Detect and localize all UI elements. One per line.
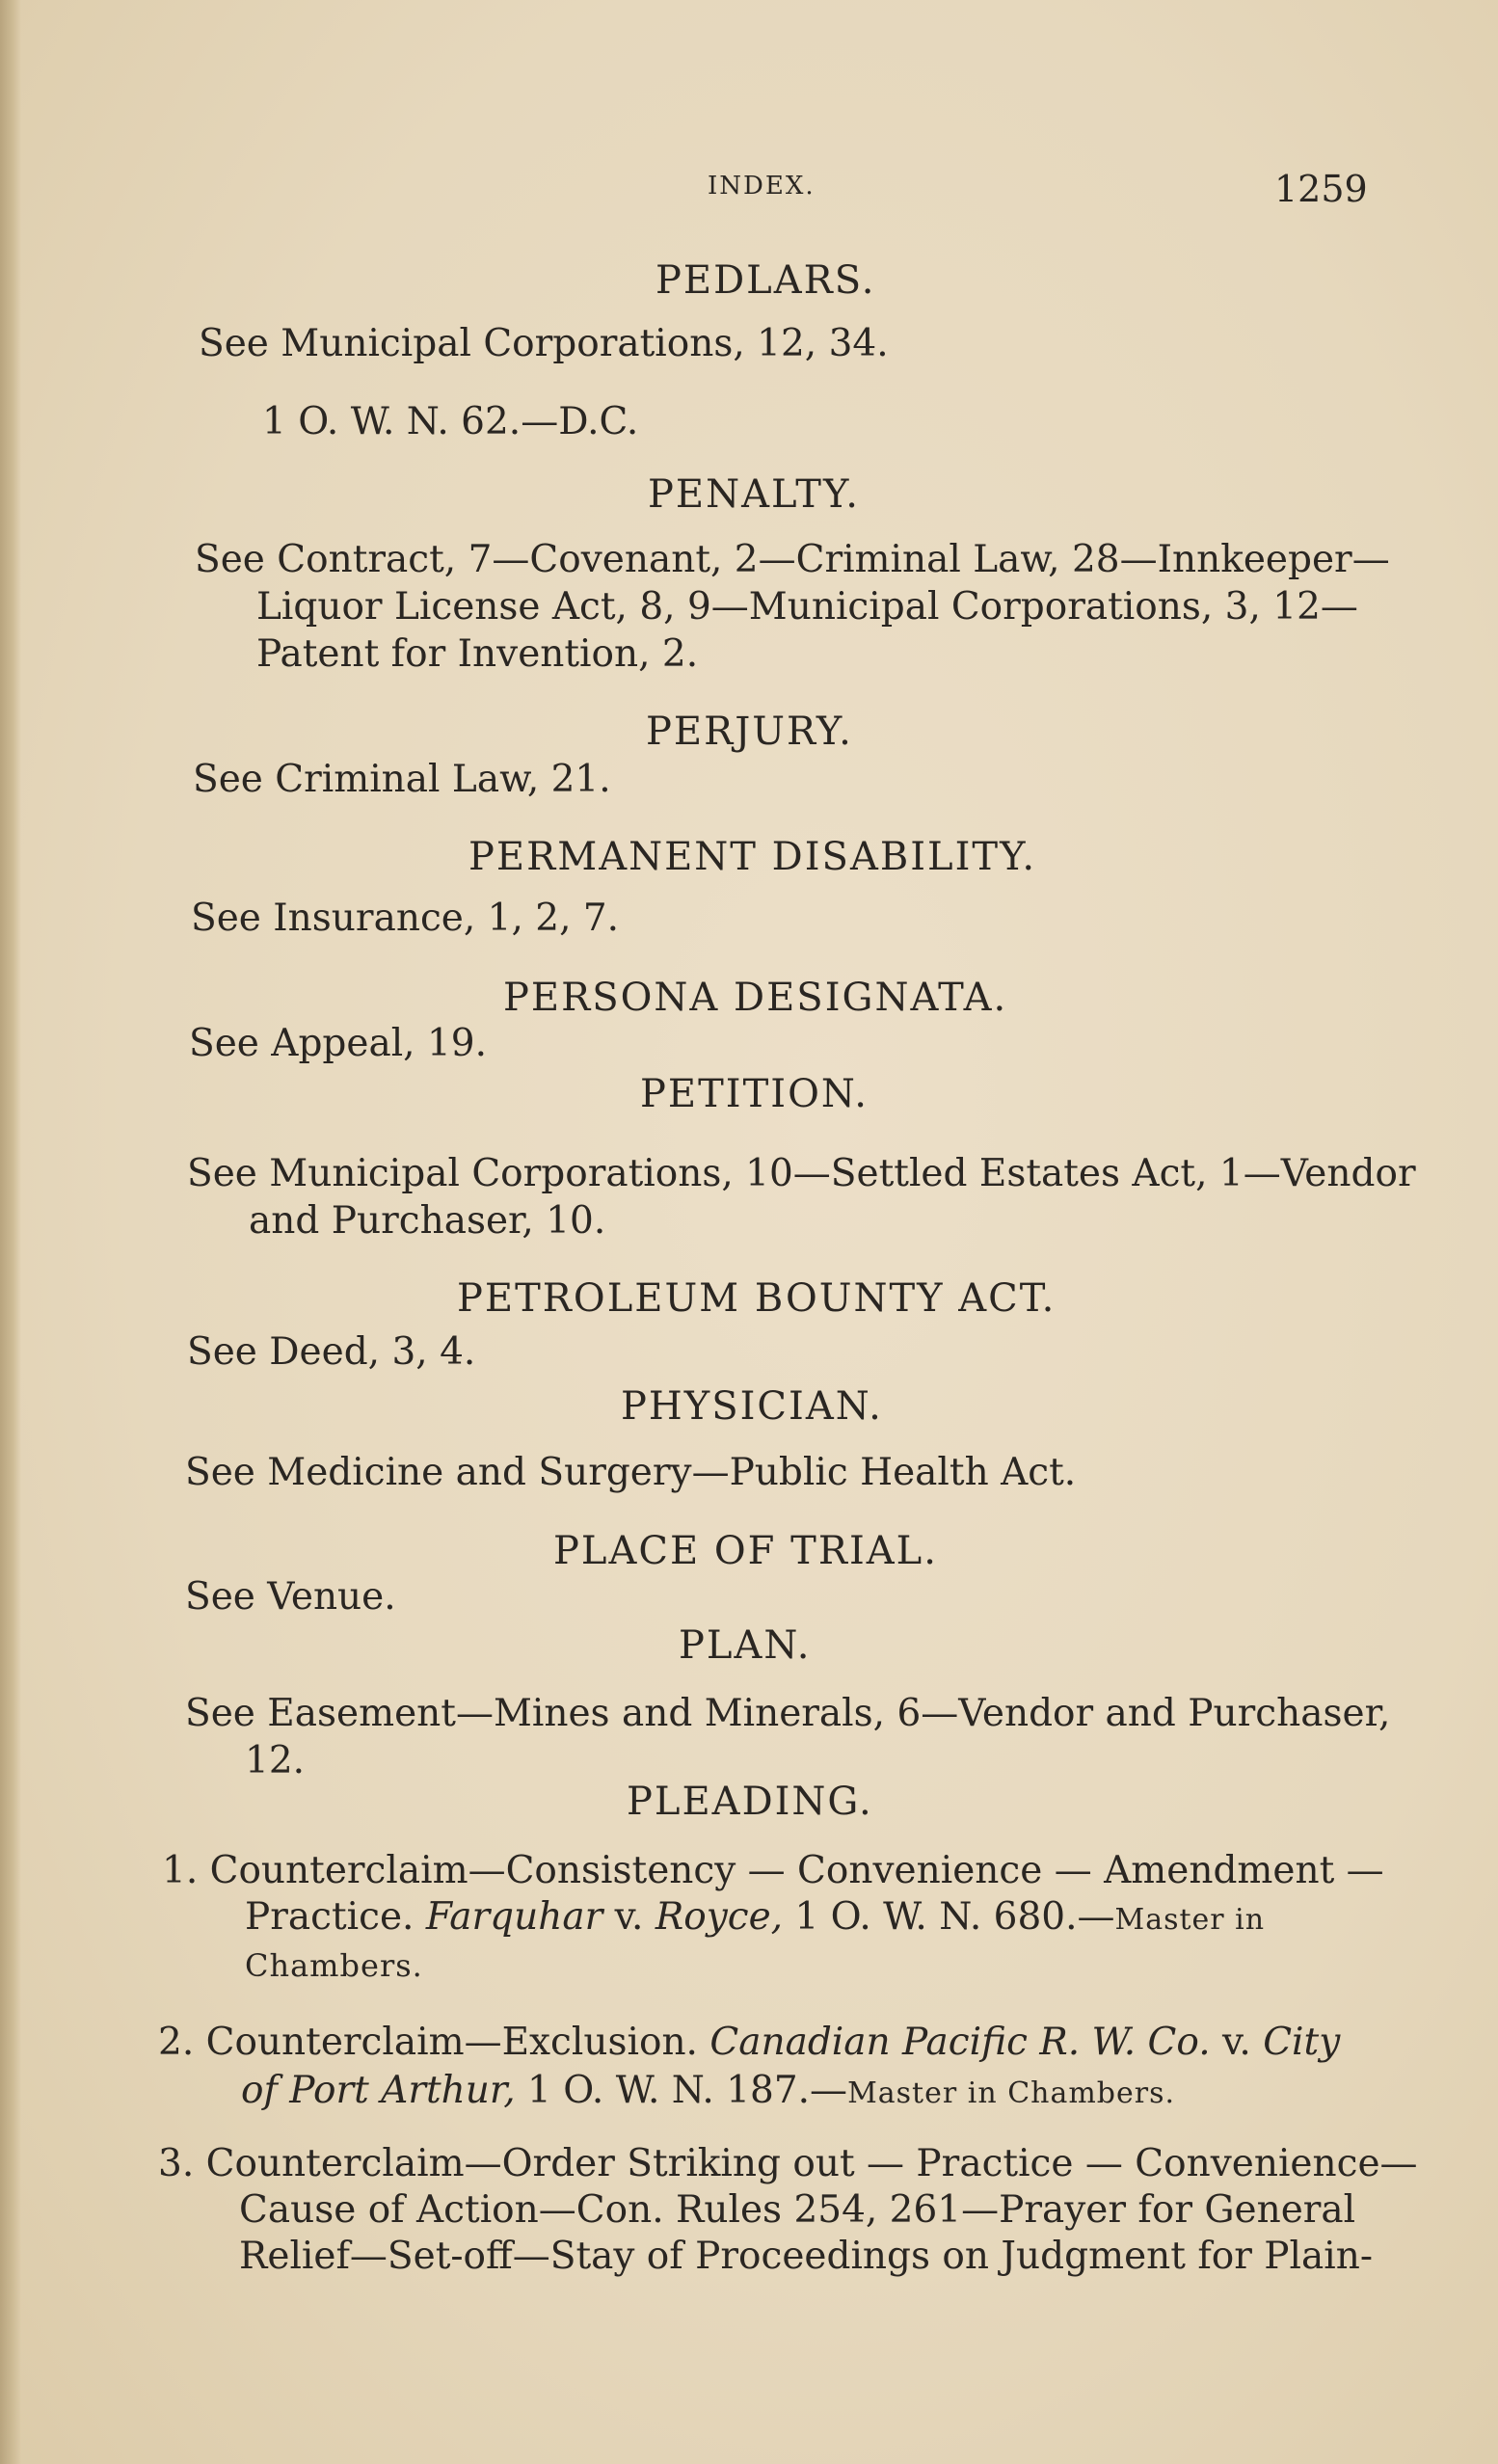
entry-line: and Purchaser, 10. [249, 1199, 606, 1243]
case-name: of Port Arthur, [241, 2069, 516, 2112]
heading-petroleum-bounty-act: PETROLEUM BOUNTY ACT. [457, 1276, 1057, 1321]
text-run: 1 O. W. N. 187.— [515, 2069, 848, 2112]
case-name: Royce, [655, 1895, 784, 1939]
court-name: Chambers. [245, 1947, 423, 1984]
entry-line: Patent for Invention, 2. [256, 632, 699, 676]
entry-line: See Criminal Law, 21. [193, 758, 611, 801]
text-run: Practice. [245, 1895, 426, 1939]
running-header: INDEX. [708, 172, 816, 201]
pleading-entry-2-line-2 [241, 2069, 1175, 2112]
page-binding-edge [0, 0, 21, 2464]
text-run: 2. Counterclaim—Exclusion. [158, 2021, 710, 2064]
case-name: Canadian Pacific R. W. Co. [709, 2021, 1211, 2064]
heading-place-of-trial: PLACE OF TRIAL. [553, 1529, 938, 1573]
entry-line: See Municipal Corporations, 12, 34. [199, 322, 889, 365]
entry-line: See Contract, 7—Covenant, 2—Criminal Law, 28—Innkeeper— [195, 538, 1390, 581]
entry-line: Cause of Action—Con. Rules 254, 261—Prayer for General [239, 2188, 1356, 2232]
case-name: City [1263, 2021, 1341, 2064]
entry-line: See Easement—Mines and Minerals, 6—Vendor and Purchaser, [185, 1692, 1391, 1735]
heading-persona-designata: PERSONA DESIGNATA. [503, 976, 1008, 1020]
case-name: Farquhar [425, 1895, 603, 1939]
entry-line: Liquor License Act, 8, 9—Municipal Corporations, 3, 12— [256, 585, 1358, 629]
entry-line: See Appeal, 19. [189, 1022, 487, 1065]
text-run: 1 O. W. N. 680.— [783, 1895, 1115, 1939]
heading-physician: PHYSICIAN. [621, 1384, 883, 1429]
heading-plan: PLAN. [679, 1623, 812, 1668]
entry-line: See Municipal Corporations, 10—Settled Estates Act, 1—Vendor [187, 1152, 1416, 1195]
page-number: 1259 [1274, 168, 1368, 210]
text-run: v. [1210, 2021, 1264, 2064]
court-name: Master in [1114, 1903, 1266, 1937]
pleading-entry-2 [158, 2021, 1340, 2064]
court-name: Master in Chambers. [847, 2076, 1176, 2110]
heading-perjury: PERJURY. [646, 710, 853, 754]
pleading-entry-3: 3. Counterclaim—Order Striking out — Practice — Convenience— [158, 2142, 1418, 2185]
heading-permanent-disability: PERMANENT DISABILITY. [468, 835, 1037, 879]
entry-line: See Deed, 3, 4. [187, 1330, 476, 1374]
entry-line: 1 O. W. N. 62.—D.C. [262, 400, 639, 443]
heading-pedlars: PEDLARS. [655, 258, 876, 303]
entry-line: 12. [245, 1739, 306, 1782]
entry-line: See Medicine and Surgery—Public Health Act. [185, 1451, 1077, 1494]
heading-petition: PETITION. [640, 1072, 869, 1116]
entry-line: See Insurance, 1, 2, 7. [191, 897, 620, 940]
text-run: v. [602, 1895, 655, 1939]
heading-pleading: PLEADING. [627, 1780, 873, 1824]
entry-line: Relief—Set-off—Stay of Proceedings on Judgment for Plain- [239, 2235, 1374, 2278]
pleading-entry-1-line-2 [245, 1895, 1265, 1939]
entry-line: See Venue. [185, 1575, 396, 1619]
heading-penalty: PENALTY. [648, 472, 860, 517]
pleading-entry-1: 1. Counterclaim—Consistency — Convenience — Amendment — [162, 1849, 1384, 1892]
